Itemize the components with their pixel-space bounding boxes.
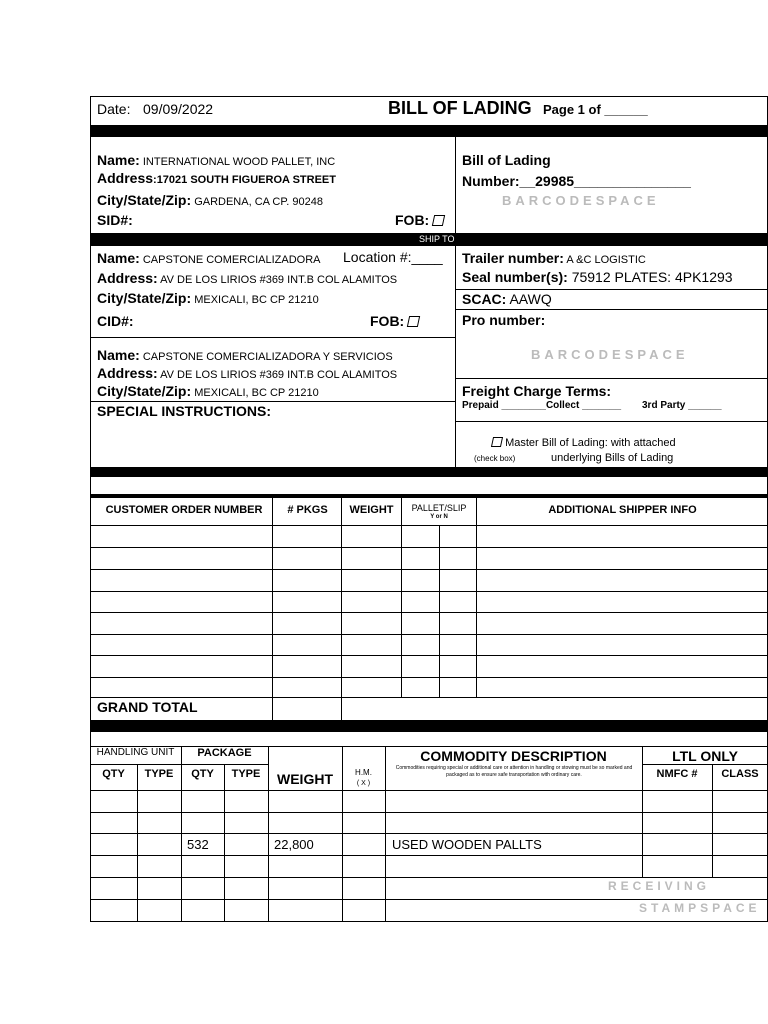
commodity-row-line — [90, 855, 768, 856]
third-party-top-line — [90, 337, 456, 338]
pro-barcode-space: BARCODESPACE — [531, 347, 689, 362]
commodity-col-line — [385, 746, 386, 921]
scac-value: AAWQ — [509, 291, 552, 307]
col-weight: WEIGHT — [349, 504, 394, 516]
ship-to-fob-label: FOB: — [370, 313, 405, 329]
ship-to-bar — [90, 233, 456, 246]
page-title: BILL OF LADING — [388, 98, 532, 118]
commodity-col-line — [181, 746, 182, 921]
col-pallet-yn: Y or N — [430, 514, 448, 520]
section-bar-2 — [90, 494, 768, 498]
commodity-row-line — [90, 877, 768, 878]
location-label: Location #:____ — [343, 249, 443, 265]
pro-number-label: Pro number: — [462, 312, 546, 328]
col-pkgs: # PKGS — [287, 504, 328, 516]
right-panel-bar — [455, 233, 768, 246]
grand-total-label: GRAND TOTAL — [97, 699, 198, 715]
order-col-line — [272, 498, 273, 721]
commodity-col-line — [224, 764, 225, 921]
bottom-border — [90, 921, 768, 922]
ship-from-city-value: GARDENA, CA CP. 90248 — [194, 196, 323, 208]
commodity-col-line — [137, 764, 138, 921]
seal-number — [462, 270, 733, 284]
special-instructions-label: SPECIAL INSTRUCTIONS: — [97, 403, 271, 419]
order-row-line — [90, 634, 768, 635]
header-bar — [90, 125, 768, 137]
row-package-qty: 532 — [187, 837, 209, 852]
ship-from-name-label: Name: — [97, 152, 140, 168]
date-label: Date: — [97, 101, 131, 117]
left-border — [90, 96, 91, 922]
stamp-space: STAMPSPACE — [639, 901, 761, 915]
package-type-header: TYPE — [231, 768, 261, 780]
ship-to-address-label: Address: — [97, 270, 158, 286]
ship-from-city — [97, 193, 323, 208]
order-row-line — [90, 697, 768, 698]
package-header: PACKAGE — [197, 747, 252, 759]
third-party-charge — [642, 401, 722, 411]
order-row-line — [90, 612, 768, 613]
third-party-name-value: CAPSTONE COMERCIALIZADORA Y SERVICIOS — [142, 351, 393, 363]
sid-label: SID#: — [97, 212, 133, 228]
receiving-stamp-space: RECEIVING — [608, 879, 711, 893]
ship-to-city-value: MEXICALI, BC CP 21210 — [194, 294, 319, 306]
commodity-weight-header: WEIGHT — [277, 771, 333, 787]
ship-to-fob-checkbox-icon[interactable] — [407, 316, 420, 327]
cid-label: CID#: — [97, 313, 134, 329]
ship-from-fob-label: FOB: — [395, 212, 430, 228]
special-top-line — [90, 401, 456, 402]
ship-to-name-value: CAPSTONE COMERCIALIZADORA — [142, 254, 321, 266]
bol-number: Number:__29985_______________ — [462, 173, 691, 189]
underlying-bol: underlying Bills of Lading — [551, 452, 674, 464]
commodity-top-line — [90, 746, 768, 747]
third-party-city — [97, 384, 319, 399]
order-row-line — [90, 591, 768, 592]
third-party-name-label: Name: — [97, 347, 140, 363]
master-bol-top-line — [455, 421, 768, 422]
fob-checkbox-icon[interactable] — [432, 215, 445, 226]
scac-label: SCAC: — [462, 291, 507, 307]
order-col-line — [341, 498, 342, 721]
third-party-address-label: Address: — [97, 365, 158, 381]
panel-divider — [455, 137, 456, 468]
seal-value: 75912 PLATES: 4PK1293 — [571, 269, 733, 285]
commodity-description-header: COMMODITY DESCRIPTION — [420, 748, 607, 764]
order-col-line — [439, 525, 440, 697]
type-header: TYPE — [144, 768, 174, 780]
commodity-col-line — [642, 746, 643, 877]
ltl-sub-line — [642, 764, 768, 765]
ship-from-city-label: City/State/Zip: — [97, 192, 192, 208]
third-party-address — [97, 366, 397, 381]
pro-top-line — [455, 309, 768, 310]
nmfc-header: NMFC # — [656, 768, 698, 780]
ship-from-fob — [395, 213, 444, 227]
third-party-address-value: AV DE LOS LIRIOS #369 INT.B COL ALAMITOS — [160, 369, 398, 381]
master-bol — [492, 437, 676, 449]
ship-to-address-value: AV DE LOS LIRIOS #369 INT.B COL ALAMITOS — [160, 274, 398, 286]
top-border — [90, 96, 768, 97]
commodity-row-line — [90, 833, 768, 834]
ship-from-name — [97, 153, 335, 168]
trailer-label: Trailer number: — [462, 250, 564, 266]
commodity-row-line — [90, 899, 768, 900]
freight-top-line — [455, 378, 768, 379]
order-bottom-bar — [90, 720, 768, 732]
prepaid-collect: Prepaid ________Collect _______ — [462, 400, 621, 411]
scac-top-line — [455, 289, 768, 290]
commodity-col-line — [712, 764, 713, 877]
ship-to-city-label: City/State/Zip: — [97, 290, 192, 306]
commodity-note: Commodities requiring special or additional care or attention in handling or stowing must be so marked and packaged as to ensure safe transportation with ordinary care. — [395, 765, 633, 778]
bol-label: Bill of Lading — [462, 152, 551, 168]
section-bar-1 — [90, 467, 768, 477]
check-box-hint: (check box) — [474, 454, 516, 463]
ship-to-fob — [370, 314, 419, 328]
handling-sub-line — [90, 764, 268, 765]
order-row-line — [90, 569, 768, 570]
ship-to-bar-label: SHIP TO — [419, 234, 455, 244]
order-row-line — [90, 677, 768, 678]
order-row-line — [90, 525, 768, 526]
scac — [462, 292, 552, 306]
ltl-only-header: LTL ONLY — [672, 748, 738, 764]
date-value: 09/09/2022 — [143, 101, 214, 117]
order-row-line — [90, 547, 768, 548]
ship-to-address — [97, 271, 397, 286]
row-weight: 22,800 — [274, 837, 314, 852]
handling-unit-header: HANDLING UNIT — [96, 747, 175, 758]
col-pallet-slip: PALLET/SLIP — [411, 503, 467, 513]
ship-to-city — [97, 291, 319, 306]
trailer-value: A &C LOGISTIC — [566, 254, 646, 266]
ship-from-address — [97, 171, 336, 186]
col-additional-info: ADDITIONAL SHIPPER INFO — [548, 504, 697, 516]
hm-header: H.M. — [355, 768, 372, 777]
package-qty-header: QTY — [191, 768, 214, 780]
trailer-number — [462, 251, 646, 266]
bol-barcode-space: BARCODESPACE — [502, 193, 660, 208]
ship-to-name — [97, 251, 321, 266]
class-header: CLASS — [721, 768, 759, 780]
order-row-line — [90, 655, 768, 656]
master-bol-text: Master Bill of Lading: with attached — [505, 437, 676, 449]
commodity-col-line — [342, 746, 343, 921]
row-description: USED WOODEN PALLTS — [392, 837, 542, 852]
third-party-charge-text: 3rd Party ______ — [642, 400, 722, 411]
ship-to-name-label: Name: — [97, 250, 140, 266]
commodity-row-line — [90, 812, 768, 813]
third-party-city-value: MEXICALI, BC CP 21210 — [194, 387, 319, 399]
order-col-line — [476, 498, 477, 697]
qty-header: QTY — [102, 768, 125, 780]
order-col-line — [401, 498, 402, 697]
page-count: Page 1 of ______ — [543, 102, 648, 117]
commodity-col-line — [268, 746, 269, 921]
commodity-row-line — [90, 790, 768, 791]
col-customer-order: CUSTOMER ORDER NUMBER — [105, 504, 263, 516]
ship-from-address-value: :17021 SOUTH FIGUEROA STREET — [153, 174, 336, 186]
hm-x-header: ( X ) — [356, 780, 371, 787]
third-party-city-label: City/State/Zip: — [97, 383, 192, 399]
ship-from-address-label: Address — [97, 170, 154, 186]
seal-label: Seal number(s): — [462, 269, 568, 285]
ship-from-name-value: INTERNATIONAL WOOD PALLET, INC — [142, 156, 336, 168]
third-party-name — [97, 348, 393, 363]
master-bol-checkbox-icon[interactable] — [491, 437, 503, 447]
freight-terms-label: Freight Charge Terms: — [462, 383, 612, 399]
